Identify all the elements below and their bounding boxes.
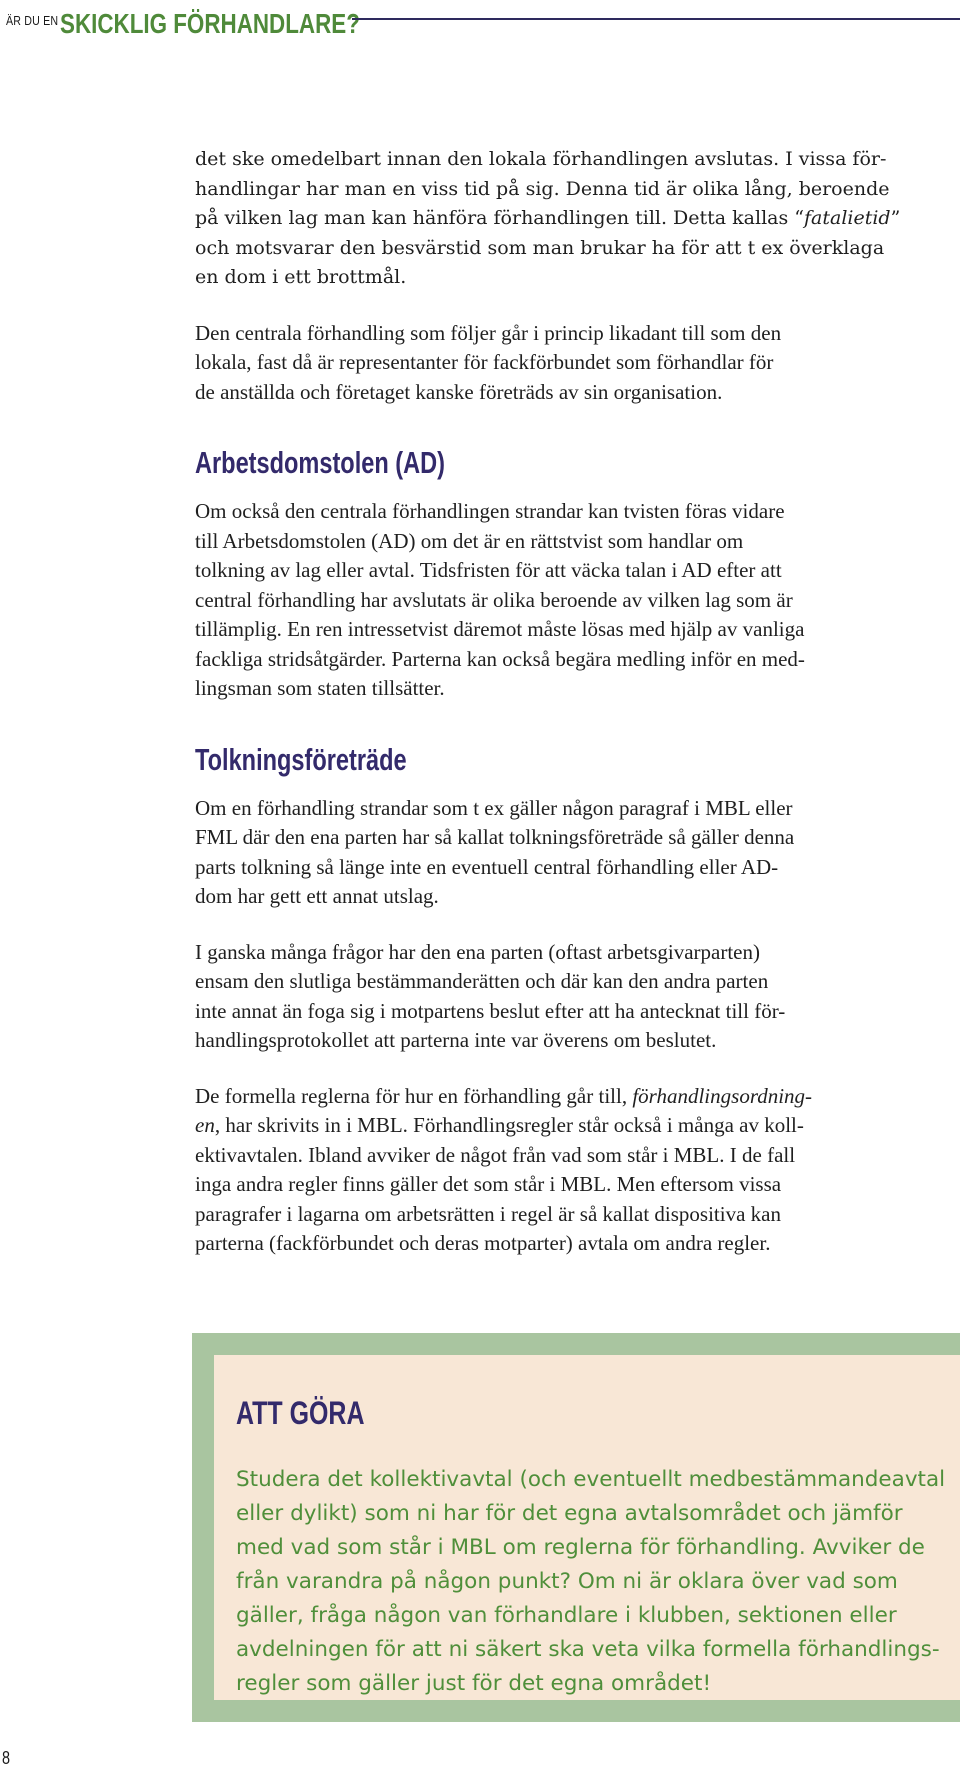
page-header — [0, 0, 960, 60]
todo-box-title: ATT GÖRA — [236, 1395, 365, 1431]
paragraph-central-negotiation: Den centrala förhandling som följer går i princip likadant till som den lokala, fast då är representanter för fackförbundet som förhandlar för de anställda och företaget kanske företräds av sin organisation. — [195, 320, 782, 404]
todo-box-inner — [214, 1355, 960, 1700]
paragraph-tolkning-2: I ganska många frågor har den ena parten (oftast arbetsgivarparten) ensam den slutliga bestämmanderätten och där kan den andra parten inte annat än foga sig i motpartens beslut efter att ha antecknat till för- handlingsprotokollet att parterna inte var överens om beslutet. — [195, 939, 786, 1052]
paragraph-arbetsdomstolen: Om också den centrala förhandlingen strandar kan tvisten föras vidare till Arbetsdomstolen (AD) om det är en rättstvist som handlar om tolkning av lag eller avtal. Tidsfristen för att väcka talan i AD efter att central förhandling har avslutats är olika beroende av vilken lag som är tillämplig. En ren intressetvist däremot måste lösas med hjälp av vanliga fackliga stridsåtgärder. Parterna kan också begära medling inför en med- lingsman som staten tillsätter. — [195, 499, 805, 700]
header-rule — [352, 18, 960, 20]
paragraph-text: , har skrivits in i MBL. Förhandlingsregler står också i många av koll- ektivavtalen. Ibland avviker de något från vad som står i MBL. I de fall inga andra regler finns gäller det som står i MBL. Men eftersom vissa paragrafer i lagarna om arbetsrätten i regel är så kallat dispositiva kan parterna (fackförbundet och deras motparter) avtala om andra regler. — [195, 1113, 804, 1255]
italic-term: förhandlingsordning- en — [195, 1083, 813, 1137]
main-content — [195, 145, 960, 1285]
heading-tolkningsforetrade: Tolkningsföreträde — [195, 741, 407, 777]
paragraph-tolkning-3 — [195, 1082, 960, 1259]
page-number: 8 — [2, 1748, 11, 1768]
todo-box-text: Studera det kollektivavtal (och eventuellt medbestämmandeavtal eller dylikt) som ni har för det egna avtalsområdet och jämför med vad som står i MBL om reglerna för förhandling. Avviker de från varandra på någon punkt? Om ni är oklara över vad som gäller, fråga någon van förhandlare i klubben, sektionen eller avdelningen för att ni säkert ska veta vilka formella förhandlings- regler som gäller just för det egna området! — [236, 1467, 946, 1696]
todo-box — [192, 1333, 960, 1722]
paragraph-text: ” och motsvarar den besvärstid som man brukar ha för att t ex överklaga en dom i ett brottmål. — [195, 207, 901, 288]
paragraph-text: det ske omedelbart innan den lokala förhandlingen avslutas. I vissa för- handlingar har man en viss tid på sig. Denna tid är olika lång, beroende på vilken lag man kan hänföra förhandlingen till. Detta kallas “ — [195, 148, 890, 229]
paragraph-text: De formella reglerna för hur en förhandling går till, — [195, 1083, 633, 1108]
heading-arbetsdomstolen: Arbetsdomstolen (AD) — [195, 445, 446, 480]
header-kicker: ÄR DU EN — [6, 13, 59, 28]
header-title: SKICKLIG FÖRHANDLARE? — [60, 8, 360, 39]
paragraph-fatalietid — [195, 145, 960, 293]
italic-term: fatalietid — [804, 207, 891, 229]
paragraph-tolkning-1: Om en förhandling strandar som t ex gäller någon paragraf i MBL eller FML där den ena parten har så kallat tolkningsföreträde så gäller denna parts tolkning så länge inte en eventuell central förhandling eller AD- dom har gett ett annat utslag. — [195, 795, 795, 908]
